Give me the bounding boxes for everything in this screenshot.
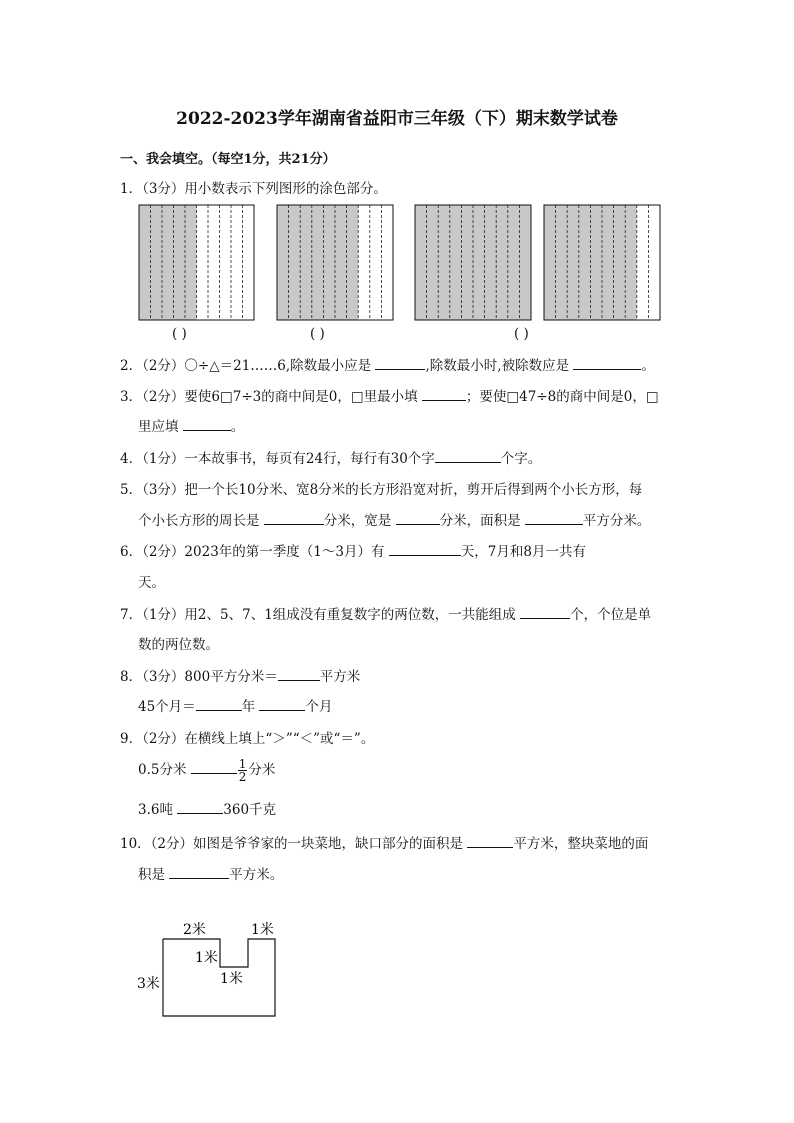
question-4 — [120, 447, 541, 467]
label-1m-bottom: 1米 — [220, 971, 243, 987]
question-3-line-2 — [138, 415, 244, 435]
question-5-end: 平方分米。 — [582, 513, 651, 529]
question-10-line-2 — [138, 863, 283, 883]
question-2-pre: 2．（2分）〇÷△＝21……6,除数最小应是 — [120, 358, 372, 374]
question-9-b-pre: 3.6吨 — [138, 802, 173, 818]
grid-4 — [544, 205, 660, 320]
fraction-numerator: 1 — [238, 757, 247, 771]
question-10-pre: 10．（2分）如图是爷爷家的一块菜地，缺口部分的面积是 — [120, 836, 464, 852]
question-3-end: 。 — [230, 419, 245, 435]
question-8-year: 年 — [241, 699, 256, 715]
answer-blank[interactable] — [177, 799, 223, 814]
question-2-mid: ,除数最小时,被除数应是 — [425, 358, 570, 374]
question-8-line-2 — [138, 695, 332, 715]
page-title: 2022-2023学年湖南省益阳市三年级（下）期末数学试卷 — [176, 109, 618, 129]
grid-3 — [415, 205, 531, 320]
question-10-end: 平方米。 — [229, 867, 284, 883]
shaded-region — [139, 205, 197, 320]
answer-paren-2: ( ) — [310, 326, 325, 342]
answer-blank[interactable] — [467, 833, 513, 848]
question-6-line-1 — [120, 540, 586, 560]
question-3-line2-pre: 里应填 — [138, 419, 179, 435]
question-4-end: 个字。 — [500, 451, 542, 467]
answer-blank[interactable] — [278, 666, 320, 681]
fraction — [238, 758, 248, 783]
question-5-a: 分米，宽是 — [323, 513, 392, 529]
label-1m-top: 1米 — [251, 922, 274, 938]
question-5-pre: 个小长方形的周长是 — [138, 513, 260, 529]
answer-blank[interactable] — [396, 510, 440, 525]
question-6-line-2: 天。 — [138, 575, 165, 591]
answer-blank[interactable] — [264, 510, 324, 525]
question-1-text: 1．（3分）用小数表示下列图形的涂色部分。 — [120, 181, 387, 197]
question-7-line-1 — [120, 603, 651, 623]
label-3m: 3米 — [137, 976, 160, 992]
answer-paren-1: ( ) — [172, 326, 187, 342]
question-8-line2-pre: 45个月＝ — [138, 699, 196, 715]
section-heading: 一、我会填空。（每空1分，共21分） — [120, 152, 336, 167]
question-8-line-1 — [120, 665, 360, 685]
question-9-a — [138, 758, 275, 783]
answer-blank[interactable] — [389, 541, 461, 556]
question-8-unit: 平方米 — [319, 669, 361, 685]
answer-blank[interactable] — [520, 604, 570, 619]
question-7-line-2: 数的两位数。 — [138, 637, 219, 653]
question-8-month: 个月 — [305, 699, 333, 715]
question-10-line-1 — [120, 832, 648, 852]
grid-2 — [277, 205, 393, 320]
question-2 — [120, 354, 655, 374]
question-6-pre: 6．（2分）2023年的第一季度（1～3月）有 — [120, 544, 385, 560]
answer-blank[interactable] — [191, 759, 237, 774]
label-2m: 2米 — [183, 922, 206, 938]
question-3-pre: 3．（2分）要使6□7÷3的商中间是0，□里最小填 — [120, 389, 418, 405]
grid-1 — [139, 205, 254, 320]
question-2-end: 。 — [641, 358, 655, 374]
question-5-line-1: 5．（3分）把一个长10分米、宽8分米的长方形沿宽对折，剪开后得到两个小长方形，每 — [120, 482, 643, 498]
answer-blank[interactable] — [196, 696, 242, 711]
question-6-mid: 天，7月和8月一共有 — [460, 544, 586, 560]
answer-blank[interactable] — [422, 386, 466, 401]
question-5-line-2 — [138, 509, 650, 529]
question-7-mid: 个，个位是单 — [570, 607, 652, 623]
question-9-a-unit: 分米 — [248, 762, 276, 778]
answer-blank[interactable] — [183, 416, 231, 431]
question-10-mid: 平方米，整块菜地的面 — [513, 836, 649, 852]
answer-blank[interactable] — [525, 510, 583, 525]
shaded-region — [277, 205, 358, 320]
answer-blank[interactable] — [375, 355, 425, 370]
answer-paren-3: ( ) — [514, 326, 529, 342]
question-4-pre: 4．（1分）一本故事书，每页有24行，每行有30个字 — [120, 451, 435, 467]
question-3-line-1 — [120, 385, 659, 405]
question-9-text: 9．（2分）在横线上填上“＞”“＜”或“＝”。 — [120, 731, 375, 747]
question-9-b — [138, 798, 276, 818]
answer-blank[interactable] — [169, 864, 229, 879]
question-3-mid: ；要使□47÷8的商中间是0，□ — [465, 389, 659, 405]
question-8-pre: 8．（3分）800平方分米＝ — [120, 669, 278, 685]
label-1m-side: 1米 — [195, 950, 218, 966]
garden-outline — [163, 939, 275, 1016]
shaded-grids — [0, 200, 794, 330]
question-9-b-end: 360千克 — [223, 802, 277, 818]
answer-blank[interactable] — [573, 355, 641, 370]
answer-blank[interactable] — [259, 696, 305, 711]
question-7-pre: 7．（1分）用2、5、7、1组成没有重复数字的两位数，一共能组成 — [120, 607, 516, 623]
question-5-b: 分米，面积是 — [439, 513, 521, 529]
answer-blank[interactable] — [435, 448, 501, 463]
garden-diagram — [130, 915, 330, 1035]
fraction-denominator: 2 — [238, 770, 247, 784]
question-9-a-pre: 0.5分米 — [138, 762, 187, 778]
question-10-line2-pre: 积是 — [138, 867, 165, 883]
